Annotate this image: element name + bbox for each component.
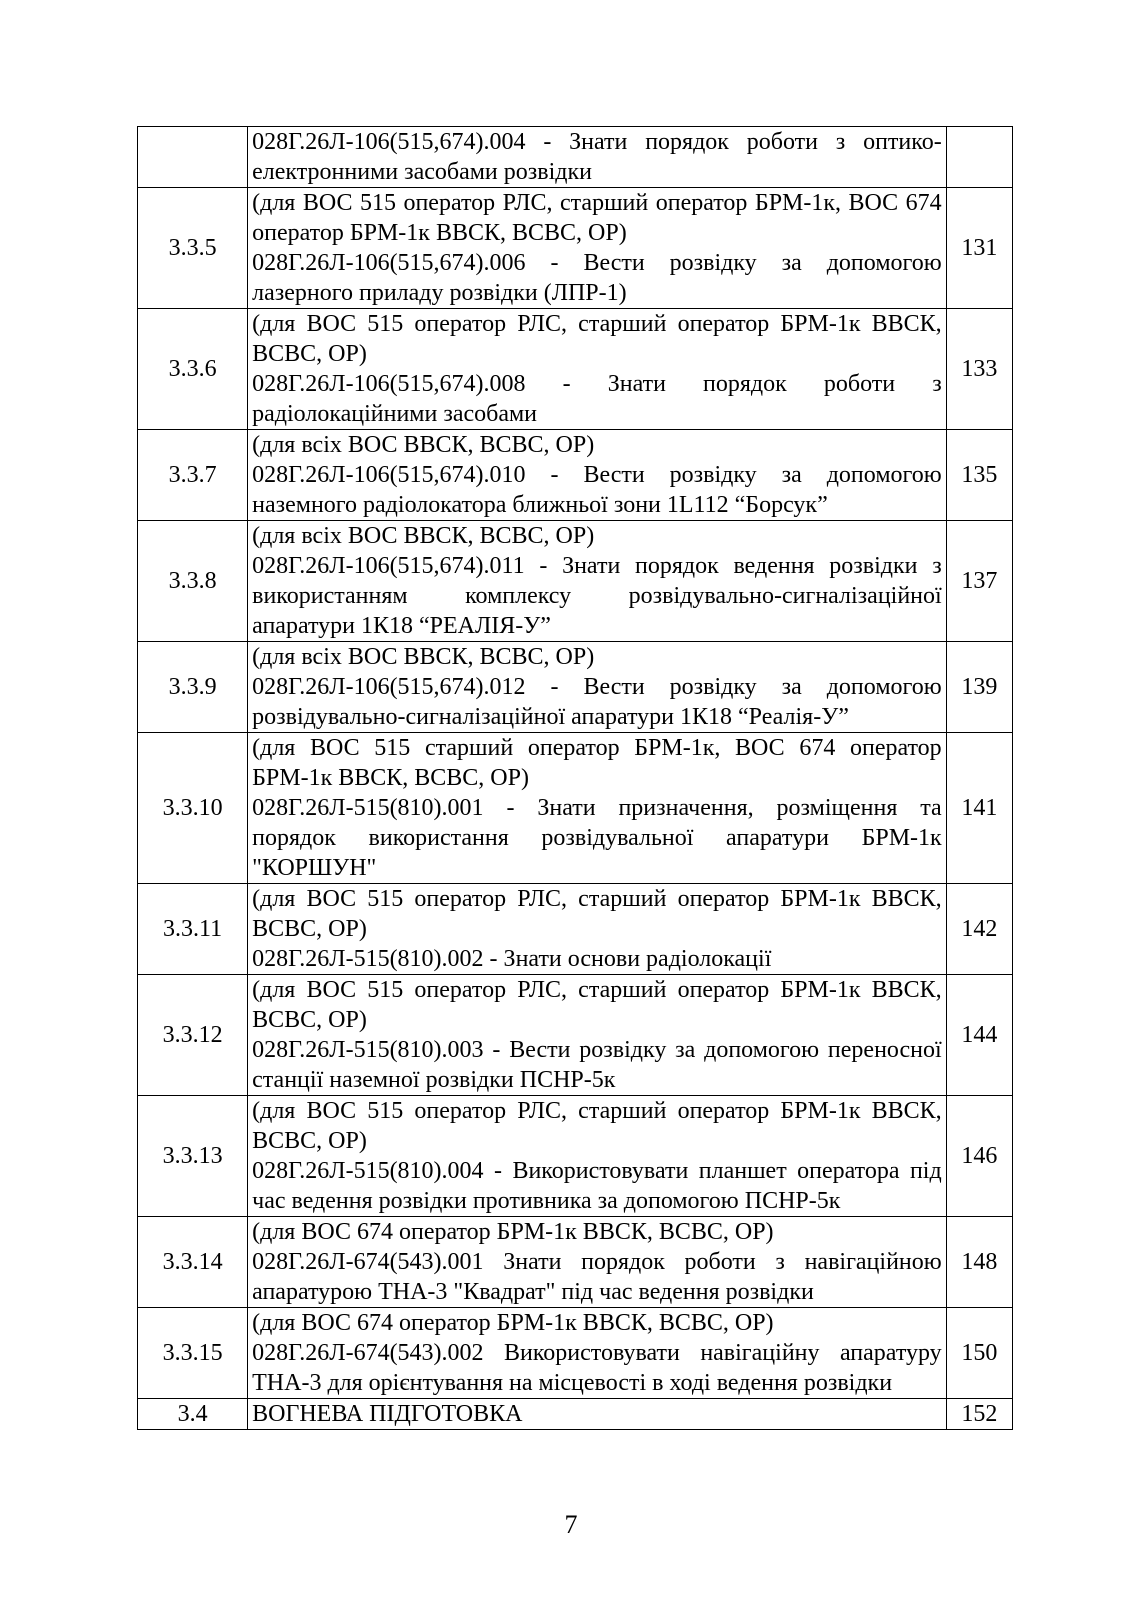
section-description xyxy=(248,1096,947,1217)
page-reference: 139 xyxy=(946,642,1012,733)
section-description xyxy=(248,309,947,430)
page-reference: 146 xyxy=(946,1096,1012,1217)
page-reference: 137 xyxy=(946,521,1012,642)
description-line: 028Г.26Л-674(543).001 Знати порядок роботи з навігаційною апаратурою ТНА-3 "Квадрат" під час ведення розвідки xyxy=(252,1249,942,1305)
section-number: 3.3.7 xyxy=(138,430,248,521)
section-description xyxy=(248,733,947,884)
description-line: (для ВОС 674 оператор БРМ-1к ВВСК, ВСВС, ОР) xyxy=(252,1310,774,1336)
section-number: 3.3.6 xyxy=(138,309,248,430)
section-description xyxy=(248,1217,947,1308)
section-number: 3.3.13 xyxy=(138,1096,248,1217)
description-line: 028Г.26Л-515(810).002 - Знати основи радіолокації xyxy=(252,946,772,972)
description-line: (для ВОС 515 оператор РЛС, старший оператор БРМ-1к ВВСК, ВСВС, ОР) xyxy=(252,977,942,1033)
section-number: 3.3.9 xyxy=(138,642,248,733)
section-number: 3.3.12 xyxy=(138,975,248,1096)
toc-row xyxy=(138,884,1013,975)
page-reference: 152 xyxy=(946,1399,1012,1430)
page-reference: 150 xyxy=(946,1308,1012,1399)
toc-row xyxy=(138,309,1013,430)
description-line: (для всіх ВОС ВВСК, ВСВС, ОР) xyxy=(252,432,595,458)
page-reference xyxy=(946,127,1012,188)
page-reference: 141 xyxy=(946,733,1012,884)
description-line: 028Г.26Л-515(810).001 - Знати призначення, розміщення та порядок використання розвідувальної апаратури БРМ-1к "КОРШУН" xyxy=(252,795,942,881)
toc-row xyxy=(138,430,1013,521)
toc-row xyxy=(138,1217,1013,1308)
section-number: 3.3.10 xyxy=(138,733,248,884)
section-description xyxy=(248,975,947,1096)
description-line: (для ВОС 515 оператор РЛС, старший оператор БРМ-1к, ВОС 674 оператор БРМ-1к ВВСК, ВСВС, ОР) xyxy=(252,190,942,246)
description-line: 028Г.26Л-515(810).004 - Використовувати планшет оператора під час ведення розвідки противника за допомогою ПСНР-5к xyxy=(252,1158,942,1214)
page-reference: 133 xyxy=(946,309,1012,430)
description-line: 028Г.26Л-674(543).002 Використовувати навігаційну апаратуру ТНА-3 для орієнтування на місцевості в ході ведення розвідки xyxy=(252,1340,942,1396)
description-line: 028Г.26Л-515(810).003 - Вести розвідку за допомогою переносної станції наземної розвідки ПСНР-5к xyxy=(252,1037,942,1093)
description-line: 028Г.26Л-106(515,674).011 - Знати порядок ведення розвідки з використанням комплексу розвідувально-сигналізаційної апаратури 1К18 “РЕАЛІЯ-У” xyxy=(252,553,942,639)
section-number: 3.3.15 xyxy=(138,1308,248,1399)
description-line: (для ВОС 515 оператор РЛС, старший оператор БРМ-1к ВВСК, ВСВС, ОР) xyxy=(252,1098,942,1154)
description-line: (для ВОС 515 оператор РЛС, старший оператор БРМ-1к ВВСК, ВСВС, ОР) xyxy=(252,311,942,367)
section-number: 3.3.8 xyxy=(138,521,248,642)
description-line: 028Г.26Л-106(515,674).010 - Вести розвідку за допомогою наземного радіолокатора ближньої зони 1L112 “Борсук” xyxy=(252,462,942,518)
section-description xyxy=(248,127,947,188)
description-line: (для ВОС 674 оператор БРМ-1к ВВСК, ВСВС, ОР) xyxy=(252,1219,774,1245)
description-line: 028Г.26Л-106(515,674).008 - Знати порядок роботи з радіолокаційними засобами xyxy=(252,371,942,427)
description-line: (для всіх ВОС ВВСК, ВСВС, ОР) xyxy=(252,644,595,670)
page-reference: 148 xyxy=(946,1217,1012,1308)
section-description xyxy=(248,521,947,642)
section-description xyxy=(248,1399,947,1430)
section-description xyxy=(248,884,947,975)
page-reference: 144 xyxy=(946,975,1012,1096)
section-number: 3.3.5 xyxy=(138,188,248,309)
toc-row xyxy=(138,1399,1013,1430)
description-line: 028Г.26Л-106(515,674).004 - Знати порядок роботи з оптико-електронними засобами розвідки xyxy=(252,129,942,185)
section-description xyxy=(248,188,947,309)
toc-row xyxy=(138,733,1013,884)
page-reference: 142 xyxy=(946,884,1012,975)
description-line: (для ВОС 515 оператор РЛС, старший оператор БРМ-1к ВВСК, ВСВС, ОР) xyxy=(252,886,942,942)
section-description xyxy=(248,642,947,733)
toc-row xyxy=(138,188,1013,309)
toc-row xyxy=(138,521,1013,642)
description-line: (для ВОС 515 старший оператор БРМ-1к, ВОС 674 оператор БРМ-1к ВВСК, ВСВС, ОР) xyxy=(252,735,942,791)
footer-page-number: 7 xyxy=(564,1510,578,1539)
toc-row xyxy=(138,127,1013,188)
toc-row xyxy=(138,975,1013,1096)
section-number xyxy=(138,127,248,188)
table-of-contents xyxy=(137,126,1013,1430)
description-line: ВОГНЕВА ПІДГОТОВКА xyxy=(252,1401,523,1427)
description-line: (для всіх ВОС ВВСК, ВСВС, ОР) xyxy=(252,523,595,549)
toc-body xyxy=(138,127,1013,1430)
section-number: 3.3.14 xyxy=(138,1217,248,1308)
page-reference: 135 xyxy=(946,430,1012,521)
section-description xyxy=(248,1308,947,1399)
toc-row xyxy=(138,642,1013,733)
description-line: 028Г.26Л-106(515,674).012 - Вести розвідку за допомогою розвідувально-сигналізаційної апаратури 1К18 “Реалія-У” xyxy=(252,674,942,730)
section-description xyxy=(248,430,947,521)
toc-row xyxy=(138,1096,1013,1217)
description-line: 028Г.26Л-106(515,674).006 - Вести розвідку за допомогою лазерного приладу розвідки (ЛПР-1) xyxy=(252,250,942,306)
section-number: 3.3.11 xyxy=(138,884,248,975)
toc-row xyxy=(138,1308,1013,1399)
page-reference: 131 xyxy=(946,188,1012,309)
section-number: 3.4 xyxy=(138,1399,248,1430)
